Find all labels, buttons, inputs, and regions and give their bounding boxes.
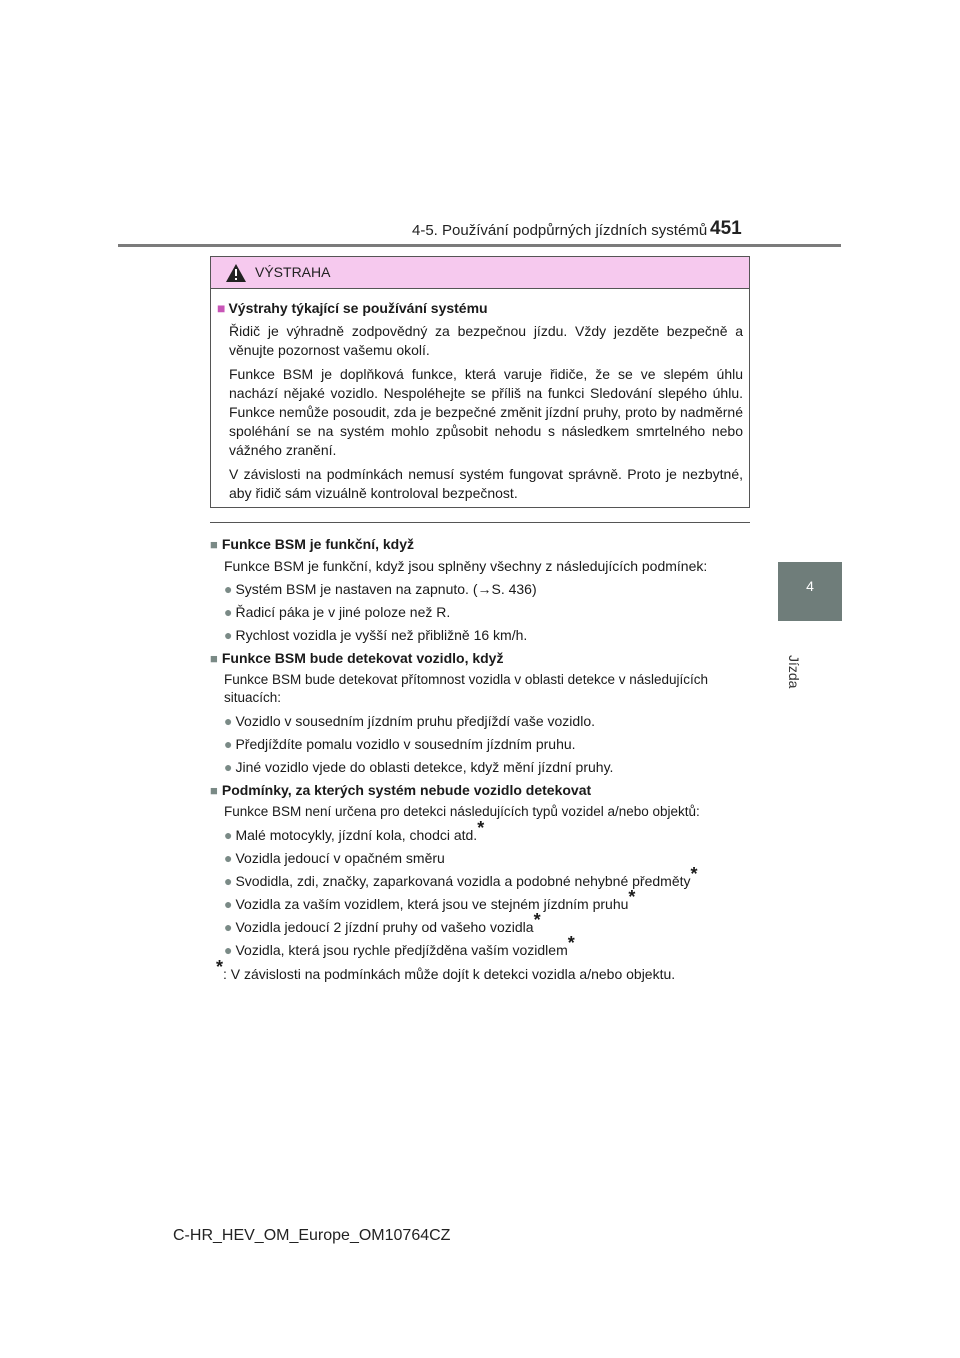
section-heading: ■ Podmínky, za kterých systém nebude vozidlo detekovat bbox=[210, 782, 592, 798]
list-item: ● Malé motocykly, jízdní kola, chodci atd.* bbox=[224, 818, 485, 843]
chapter-tab[interactable] bbox=[778, 562, 842, 621]
bullet-dot-icon: ● bbox=[224, 627, 233, 643]
section-intro: Funkce BSM bude detekovat přítomnost vozidla v oblasti detekce v následujících situacích: bbox=[224, 672, 709, 705]
warning-label: VÝSTRAHA bbox=[255, 264, 331, 280]
list-item: ● Vozidla za vaším vozidlem, která jsou ve stejném jízdním pruhu* bbox=[224, 887, 636, 912]
bullet-dot-icon: ● bbox=[224, 850, 233, 866]
list-item: ● Svodidla, zdi, značky, zaparkovaná vozidla a podobné nehybné předměty* bbox=[224, 864, 698, 889]
section-title: 4-5. Používání podpůrných jízdních systémů bbox=[412, 222, 708, 239]
footnote-star: * bbox=[690, 864, 698, 884]
page-number: 451 bbox=[710, 218, 742, 239]
bullet-dot-icon: ● bbox=[224, 896, 233, 912]
footnote: *: V závislosti na podmínkách může dojít k detekci vozidla a/nebo objektu. bbox=[216, 957, 676, 982]
warning-body bbox=[217, 299, 743, 503]
square-bullet-icon: ■ bbox=[210, 537, 218, 552]
warning-triangle-icon bbox=[225, 263, 247, 283]
warning-paragraph: V závislosti na podmínkách nemusí systém fungovat správně. Proto je nezbytné, aby řidič sám vizuálně kontroloval bezpečnost. bbox=[229, 466, 743, 501]
list-item: ● Vozidla, která jsou rychle předjížděna vaším vozidlem* bbox=[224, 933, 575, 958]
main-content bbox=[210, 530, 755, 983]
footnote-star: * bbox=[533, 910, 541, 930]
separator bbox=[210, 522, 750, 523]
chapter-label: Jízda bbox=[786, 655, 802, 689]
header-rule bbox=[118, 244, 841, 247]
footnote-star: * bbox=[567, 933, 575, 953]
bullet-dot-icon: ● bbox=[224, 873, 233, 889]
bullet-dot-icon: ● bbox=[224, 736, 233, 752]
square-bullet-icon: ■ bbox=[217, 300, 226, 316]
list-item: ● Jiné vozidlo vjede do oblasti detekce, když mění jízdní pruhy. bbox=[224, 759, 614, 775]
bullet-dot-icon: ● bbox=[224, 827, 233, 843]
section-heading: ■ Funkce BSM bude detekovat vozidlo, když bbox=[210, 650, 504, 666]
document-id: C-HR_HEV_OM_Europe_OM10764CZ bbox=[173, 1227, 451, 1244]
list-item: ● Vozidlo v sousedním jízdním pruhu předjíždí vaše vozidlo. bbox=[224, 713, 595, 729]
warning-paragraph: Funkce BSM je doplňková funkce, která varuje řidiče, že se ve slepém úhlu nachází nějaké vozidlo. Nespoléhejte se příliš na funkci Sledování slepého úhlu. Funkce nemůže posoudit, zda je bezpečné změnit jízdní pruhy, proto by nadměrné spoléhání se na systém mohlo způsobit nehodu s následkem smrtelného nebo vážného zranění. bbox=[229, 366, 743, 458]
chapter-tab-number: 4 bbox=[806, 578, 814, 594]
footnote-star: * bbox=[216, 957, 224, 977]
square-bullet-icon: ■ bbox=[210, 783, 218, 798]
list-item: ● Systém BSM je nastaven na zapnuto. (→S. 436) bbox=[224, 581, 537, 597]
section-intro: Funkce BSM je funkční, když jsou splněny všechny z následujících podmínek: bbox=[224, 558, 708, 574]
bullet-dot-icon: ● bbox=[224, 942, 233, 958]
warning-heading: ■ Výstrahy týkající se používání systému bbox=[217, 300, 488, 316]
section-intro: Funkce BSM není určena pro detekci následujících typů vozidel a/nebo objektů: bbox=[224, 804, 700, 819]
warning-paragraph: Řidič je výhradně zodpovědný za bezpečnou jízdu. Vždy jezděte bezpečně a věnujte pozornost vašemu okolí. bbox=[229, 323, 743, 358]
list-item: ● Řadicí páka je v jiné poloze než R. bbox=[224, 604, 451, 620]
bullet-dot-icon: ● bbox=[224, 759, 233, 775]
footnote-star: * bbox=[477, 818, 485, 838]
bullet-dot-icon: ● bbox=[224, 581, 233, 597]
warning-header bbox=[211, 257, 749, 289]
list-item: ● Vozidla jedoucí v opačném směru bbox=[224, 850, 445, 866]
square-bullet-icon: ■ bbox=[210, 651, 218, 666]
section-heading: ■ Funkce BSM je funkční, když bbox=[210, 536, 415, 552]
warning-box bbox=[210, 256, 750, 508]
list-item: ● Rychlost vozidla je vyšší než přibližně 16 km/h. bbox=[224, 627, 528, 643]
list-item: ● Předjíždíte pomalu vozidlo v sousedním jízdním pruhu. bbox=[224, 736, 576, 752]
footnote-star: * bbox=[628, 887, 636, 907]
bullet-dot-icon: ● bbox=[224, 919, 233, 935]
bullet-dot-icon: ● bbox=[224, 604, 233, 620]
bullet-dot-icon: ● bbox=[224, 713, 233, 729]
list-item: ● Vozidla jedoucí 2 jízdní pruhy od vašeho vozidla* bbox=[224, 910, 541, 935]
